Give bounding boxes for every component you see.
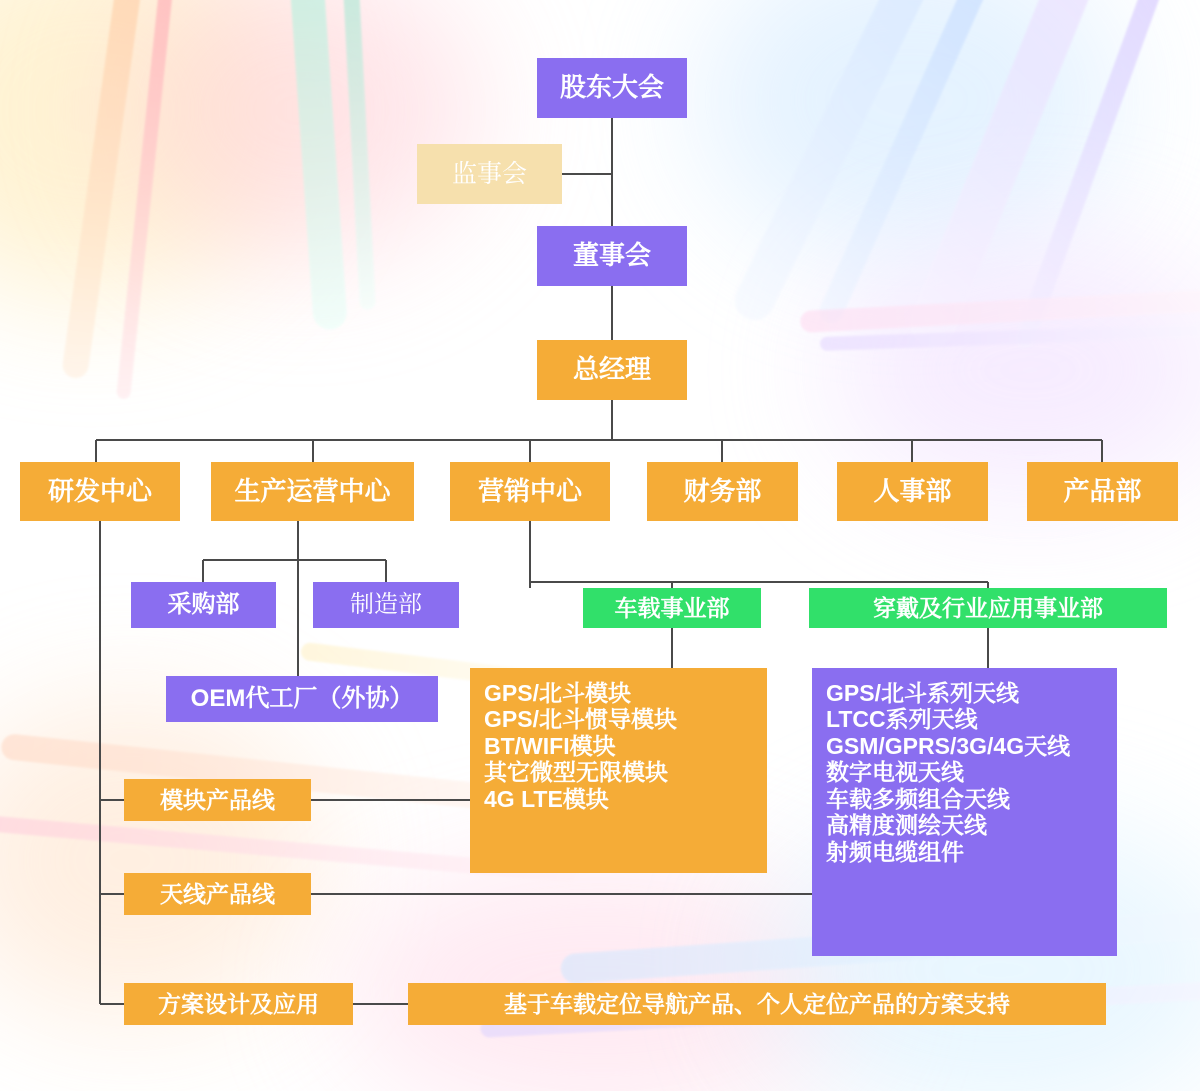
list-item: GPS/北斗惯导模块 (484, 706, 677, 733)
node-marketing-center[interactable]: 营销中心 (450, 462, 610, 521)
list-item: 4G LTE模块 (484, 785, 609, 812)
node-production-operations-center[interactable]: 生产运营中心 (211, 462, 414, 521)
node-product-department[interactable]: 产品部 (1027, 462, 1178, 521)
node-board-of-directors[interactable]: 董事会 (537, 226, 687, 286)
list-item: 高精度测绘天线 (826, 812, 987, 839)
list-item: 其它微型无限模块 (484, 759, 668, 786)
list-item: 车载多频组合天线 (826, 785, 1010, 812)
list-item: GPS/北斗系列天线 (826, 680, 1019, 706)
node-manufacturing-department[interactable]: 制造部 (313, 582, 459, 628)
node-supervisory-board[interactable]: 监事会 (417, 144, 562, 204)
node-wearable-industry-division[interactable]: 穿戴及行业应用事业部 (809, 588, 1167, 628)
node-solution-design-line[interactable]: 方案设计及应用 (124, 983, 353, 1025)
list-module-products[interactable] (470, 668, 767, 873)
node-general-manager[interactable]: 总经理 (537, 340, 687, 400)
node-rd-center[interactable]: 研发中心 (20, 462, 180, 521)
node-oem-factory[interactable]: OEM代工厂（外协） (166, 676, 438, 722)
node-finance-department[interactable]: 财务部 (647, 462, 798, 521)
node-module-product-line[interactable]: 模块产品线 (124, 779, 311, 821)
list-item: GSM/GPRS/3G/4G天线 (826, 732, 1071, 759)
node-antenna-product-line[interactable]: 天线产品线 (124, 873, 311, 915)
list-item: 数字电视天线 (826, 759, 964, 786)
node-purchasing-department[interactable]: 采购部 (131, 582, 276, 628)
node-vehicle-division[interactable]: 车载事业部 (583, 588, 761, 628)
node-shareholders-meeting[interactable]: 股东大会 (537, 58, 687, 118)
list-item: 射频电缆组件 (826, 838, 964, 865)
list-item: BT/WIFI模块 (484, 732, 616, 759)
list-antenna-products[interactable] (812, 668, 1117, 956)
list-item: LTCC系列天线 (826, 706, 978, 733)
node-hr-department[interactable]: 人事部 (837, 462, 988, 521)
list-item: GPS/北斗模块 (484, 680, 631, 706)
node-solution-description[interactable]: 基于车载定位导航产品、个人定位产品的方案支持 (408, 983, 1106, 1025)
